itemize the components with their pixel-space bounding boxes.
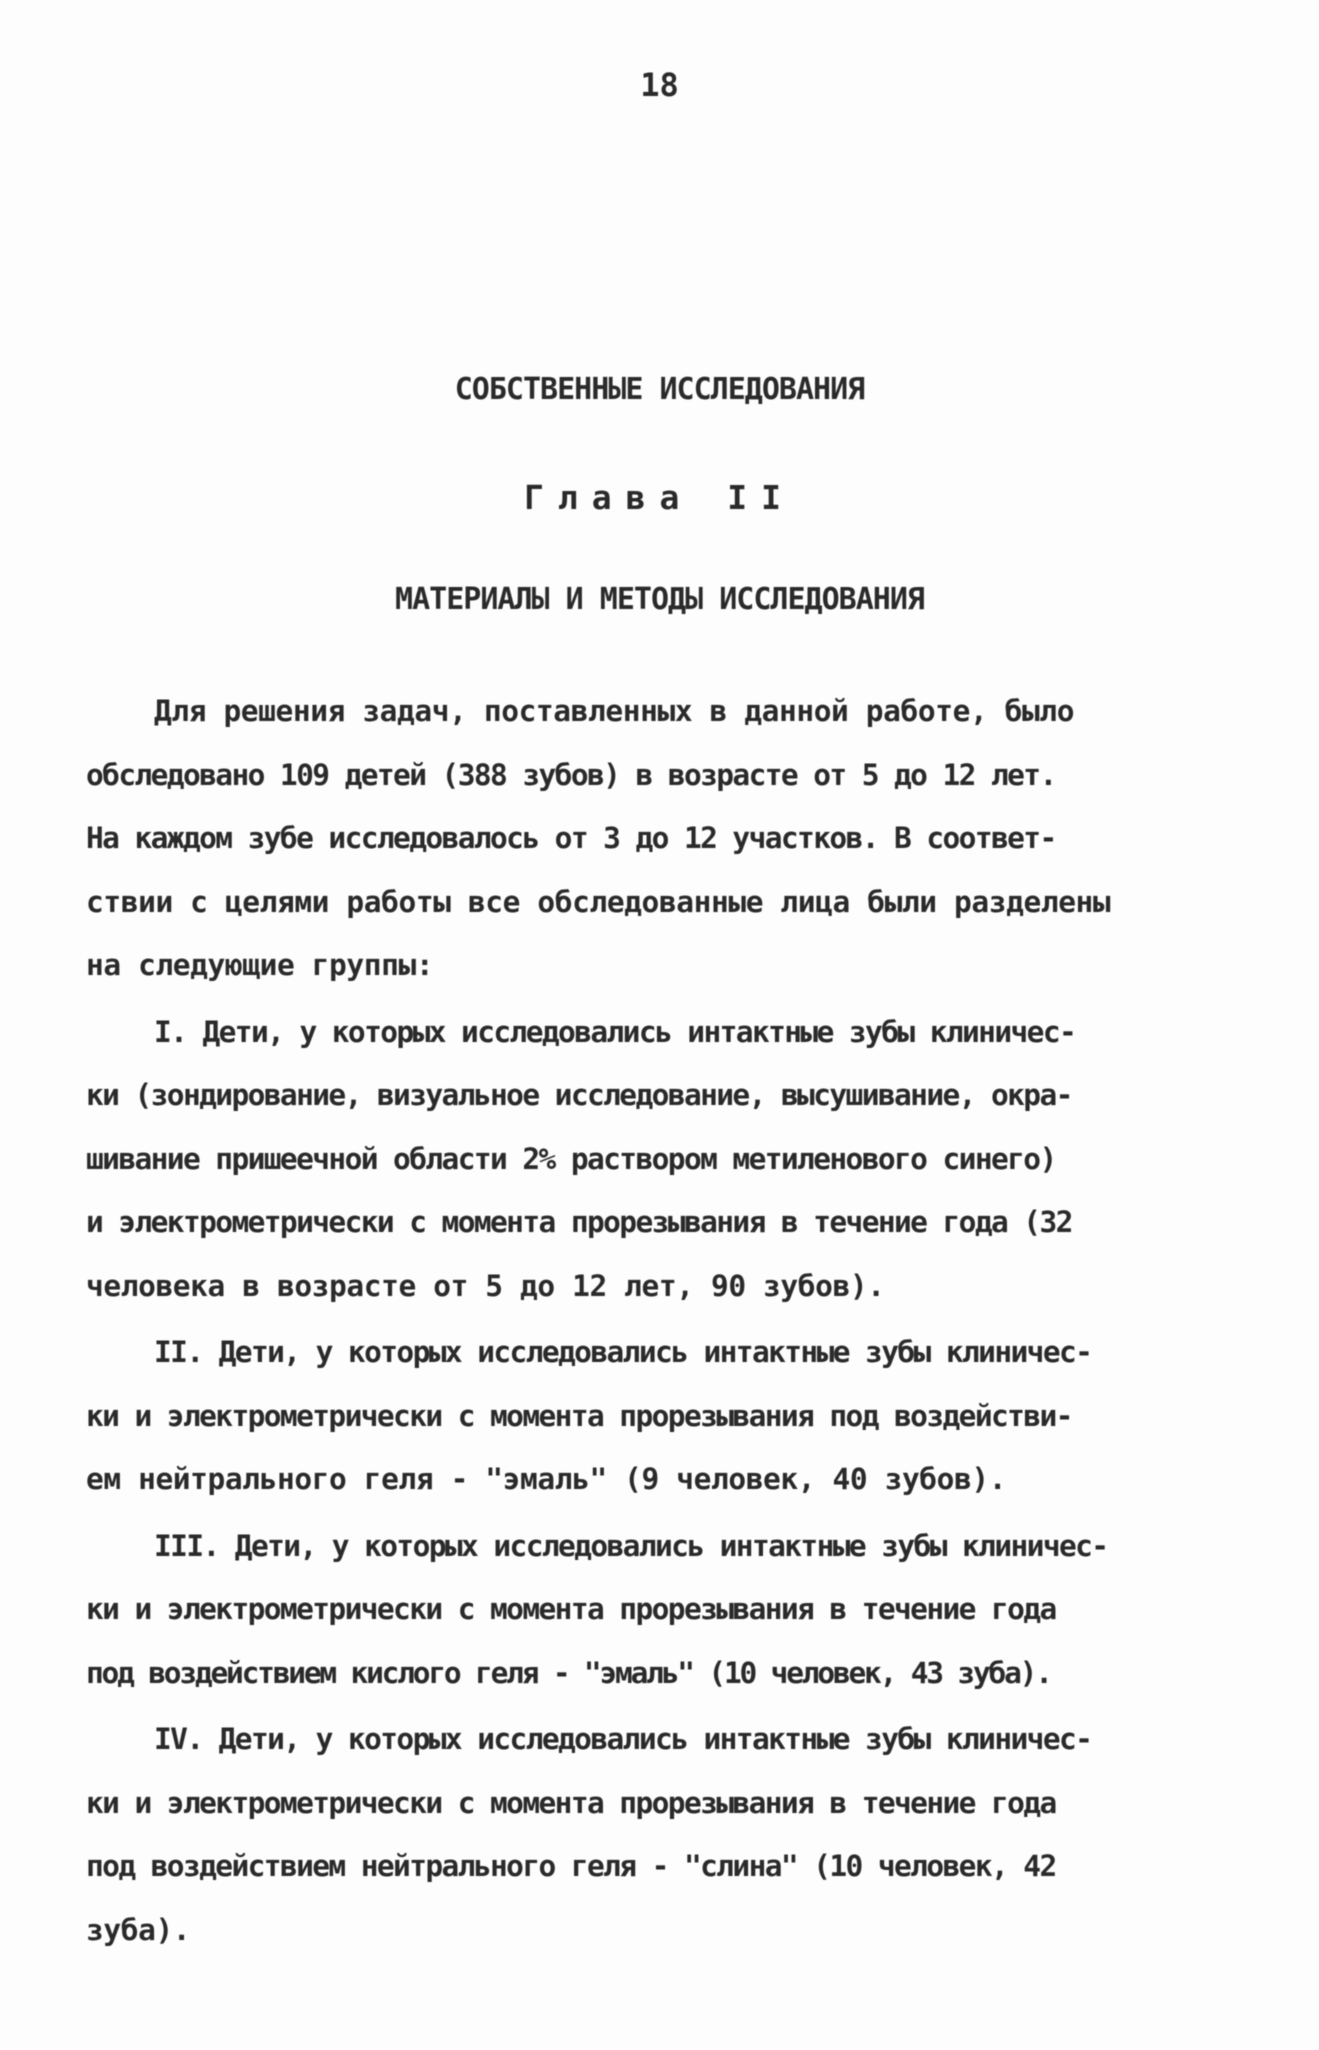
group-paragraph-3 [86,1515,1246,1706]
paragraph-line: На каждом зубе исследовалось от 3 до 12 участков. В соответ- [86,821,1056,855]
paragraph-line: I. Дети, у которых исследовались интактные зубы клиничес- [154,1014,1076,1049]
chapter-subtitle: МАТЕРИАЛЫ И МЕТОДЫ ИССЛЕДОВАНИЯ [395,582,924,617]
intro-paragraph [86,680,1246,998]
paragraph-line: человека в возрасте от 5 до 12 лет, 90 зубов). [86,1268,885,1303]
paragraph-line: ем нейтрального геля - "эмаль" (9 человек, 40 зубов). [86,1462,1007,1496]
chapter-title: Глава II [524,478,795,517]
paragraph-line: ки (зондирование, визуальное исследование, высушивание, окра- [86,1078,1072,1112]
paragraph-line: ки и электрометрически с момента прорезывания в течение года [86,1592,1056,1626]
body-text [86,680,1246,1962]
paragraph-line: на следующие группы: [86,948,434,982]
paragraph-line: и электрометрически с момента прорезывания в течение года (32 [86,1205,1072,1239]
paragraph-line: под воздействием кислого геля - "эмаль" (10 человек, 43 зуба). [86,1655,1051,1690]
paragraph-line: зуба). [86,1912,191,1947]
paragraph-line: обследовано 109 детей (388 зубов) в возрасте от 5 до 12 лет. [86,757,1056,792]
paragraph-line: ки и электрометрически с момента прорезывания в течение года [86,1785,1056,1820]
paragraph-line: под воздействием нейтрального геля - "слина" (10 человек, 42 [86,1849,1056,1883]
group-paragraph-4 [86,1708,1246,1962]
group-paragraph-1 [86,1001,1246,1319]
paragraph-line: IV. Дети, у которых исследовались интактные зубы клиничес- [154,1722,1092,1756]
section-title: СОБСТВЕННЫЕ ИССЛЕДОВАНИЯ [454,372,865,407]
paragraph-line: шивание пришеечной области 2% раствором метиленового синего) [86,1141,1056,1176]
page-number: 18 [640,66,679,104]
paragraph-line: ствии с целями работы все обследованные лица были разделены [86,884,1111,919]
paragraph-line: Для решения задач, поставленных в данной работе, было [154,694,1075,728]
paragraph-line: III. Дети, у которых исследовались интактные зубы клиничес- [154,1528,1108,1563]
paragraph-line: ки и электрометрически с момента прорезывания под воздействи- [86,1398,1072,1433]
group-paragraph-2 [86,1321,1246,1512]
paragraph-line: II. Дети, у которых исследовались интактные зубы клиничес- [154,1335,1092,1369]
